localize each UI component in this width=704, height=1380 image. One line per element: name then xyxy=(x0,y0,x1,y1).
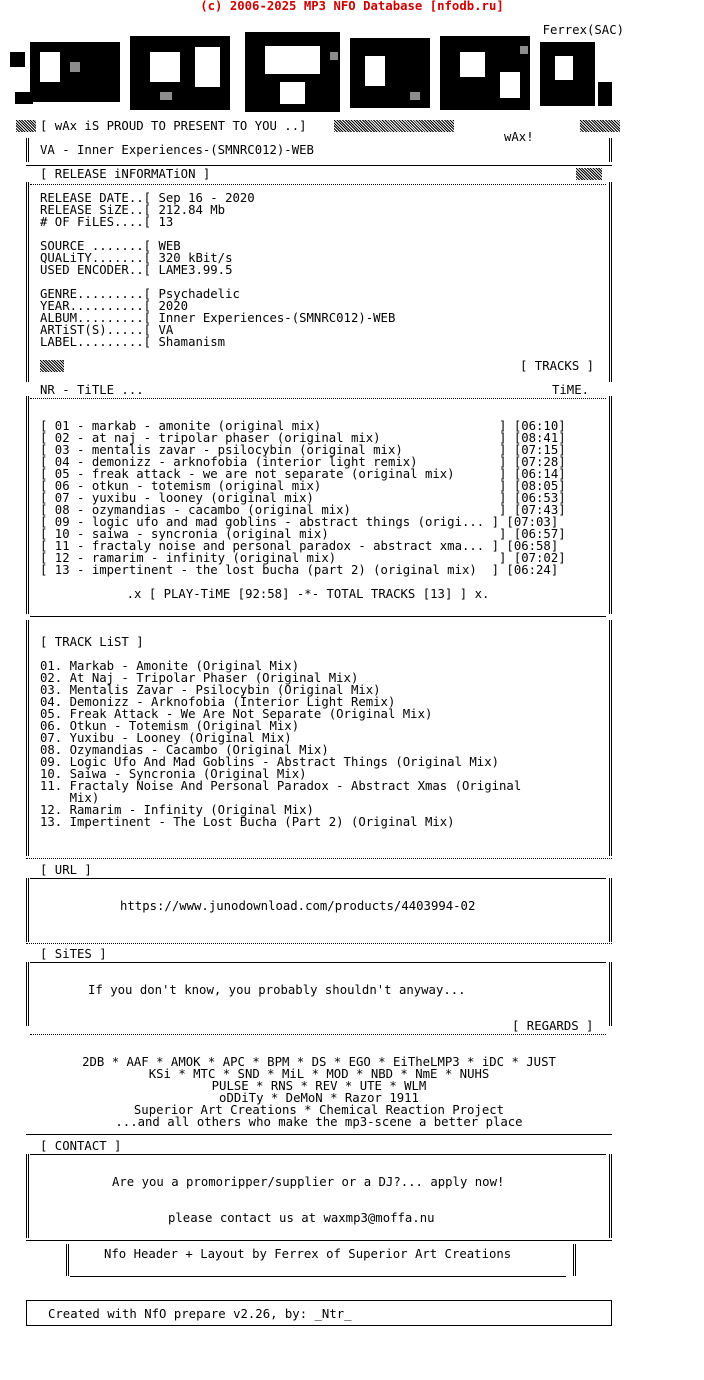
release-info-row: GENRE.........[ Psychadelic xyxy=(40,287,240,301)
regards-line: oDDiTy * DeMoN * Razor 1911 xyxy=(219,1091,419,1105)
release-info-row: QUALiTY.......[ 320 kBit/s xyxy=(40,251,233,265)
track-list-item: 01. Markab - Amonite (Original Mix) xyxy=(40,659,300,673)
contact-box xyxy=(26,1154,612,1238)
regards-heading: [ REGARDS ] xyxy=(512,1019,594,1033)
track-list-item: 02. At Naj - Tripolar Phaser (Original Mix) xyxy=(40,671,359,685)
track-row: [ 04 - demonizz - arknofobia (interior light remix) ] [07:28] xyxy=(40,455,566,469)
url-heading: [ URL ] xyxy=(40,863,92,877)
divider xyxy=(30,398,606,399)
sites-heading: [ SiTES ] xyxy=(40,947,107,961)
contact-heading: [ CONTACT ] xyxy=(40,1139,122,1153)
contact-line-email: please contact us at waxmp3@moffa.nu xyxy=(168,1211,435,1225)
track-list-item: 07. Yuxibu - Looney (Original Mix) xyxy=(40,731,292,745)
release-info-list xyxy=(40,192,395,348)
release-name: VA - Inner Experiences-(SMNRC012)-WEB xyxy=(40,143,314,157)
track-list-item: 13. Impertinent - The Lost Bucha (Part 2) (Original Mix) xyxy=(40,815,455,829)
tracks-total: .x [ PLAY-TiME [92:58] -*- TOTAL TRACKS [13] ] x. xyxy=(126,587,490,601)
divider xyxy=(26,1240,612,1241)
track-row: [ 10 - saiwa - syncronia (original mix) ] [06:57] xyxy=(40,527,566,541)
divider xyxy=(30,1034,606,1035)
track-row: [ 13 - impertinent - the lost bucha (part 2) (original mix) ] [06:24] xyxy=(40,563,559,577)
divider xyxy=(26,943,612,944)
release-info-row: ARTiST(S).....[ VA xyxy=(40,323,174,337)
wax-tag: wAx! xyxy=(504,130,534,144)
track-row: [ 02 - at naj - tripolar phaser (original mix) ] [08:41] xyxy=(40,431,566,445)
track-list-heading: [ TRACK LiST ] xyxy=(40,635,144,649)
intro-text: [ wAx iS PROUD TO PRESENT TO YOU ..] xyxy=(40,119,307,133)
track-list-item: 09. Logic Ufo And Mad Goblins - Abstract Things (Original Mix) xyxy=(40,755,500,769)
regards-line: Superior Art Creations * Chemical Reaction Project xyxy=(133,1103,505,1117)
regards-list xyxy=(26,1056,612,1128)
layout-credits: Nfo Header + Layout by Ferrex of Superior Art Creations xyxy=(104,1247,512,1261)
track-list-item: 05. Freak Attack - We Are Not Separate (Original Mix) xyxy=(40,707,433,721)
regards-line: ...and all others who make the mp3-scene a better place xyxy=(115,1115,523,1129)
divider xyxy=(26,165,612,166)
track-list-item: 04. Demonizz - Arknofobia (Interior Light Remix) xyxy=(40,695,396,709)
divider xyxy=(30,1154,606,1155)
track-row: [ 07 - yuxibu - looney (original mix) ] [06:53] xyxy=(40,491,566,505)
tracks-col-title: NR - TiTLE ... xyxy=(40,383,144,397)
release-info-heading: [ RELEASE iNFORMATiON ] xyxy=(40,167,211,181)
shade-block xyxy=(40,360,64,372)
shade-block xyxy=(334,120,454,132)
track-list-item: 10. Saiwa - Syncronia (Original Mix) xyxy=(40,767,307,781)
track-list-item: 12. Ramarim - Infinity (Original Mix) xyxy=(40,803,314,817)
shade-block xyxy=(576,168,602,180)
nfodb-header-link[interactable]: (c) 2006-2025 MP3 NFO Database [nfodb.ru] xyxy=(200,0,504,13)
release-info-row: YEAR..........[ 2020 xyxy=(40,299,189,313)
regards-line: PULSE * RNS * REV * UTE * WLM xyxy=(211,1079,427,1093)
tracks-heading: [ TRACKS ] xyxy=(520,359,595,373)
release-info-row: SOURCE .......[ WEB xyxy=(40,239,181,253)
track-row: [ 08 - ozymandias - cacambo (original mix) ] [07:43] xyxy=(40,503,566,517)
track-row: [ 09 - logic ufo and mad goblins - abstract things (origi... ] [07:03] xyxy=(40,515,559,529)
divider xyxy=(30,878,606,879)
divider xyxy=(30,962,606,963)
shade-block xyxy=(16,120,36,132)
ascii-signature: Ferrex(SAC) xyxy=(542,23,624,37)
wax-ascii-logo xyxy=(10,32,614,116)
release-info-row: LABEL.........[ Shamanism xyxy=(40,335,226,349)
track-row: [ 05 - freak attack - we are not separate (original mix) ] [06:14] xyxy=(40,467,566,481)
track-row: [ 11 - fractaly noise and personal paradox - abstract xma... ] [06:58] xyxy=(40,539,559,553)
contact-line-apply: Are you a promoripper/supplier or a DJ?... apply now! xyxy=(112,1175,505,1189)
track-row: [ 06 - otkun - totemism (original mix) ] [08:05] xyxy=(40,479,566,493)
track-list-item: 06. Otkun - Totemism (Original Mix) xyxy=(40,719,300,733)
divider xyxy=(26,1134,612,1135)
divider xyxy=(26,858,612,859)
footer-created-with: Created with NfO prepare v2.26, by: _Ntr_ xyxy=(48,1307,352,1321)
release-info-row: RELEASE DATE..[ Sep 16 - 2020 xyxy=(40,191,255,205)
shade-block xyxy=(580,120,620,132)
track-list-item: 03. Mentalis Zavar - Psilocybin (Original Mix) xyxy=(40,683,381,697)
track-row: [ 12 - ramarim - infinity (original mix) ] [07:02] xyxy=(40,551,566,565)
release-info-row: # OF FiLES....[ 13 xyxy=(40,215,174,229)
track-row: [ 03 - mentalis zavar - psilocybin (original mix) ] [07:15] xyxy=(40,443,566,457)
regards-line: KSi * MTC * SND * MiL * MOD * NBD * NmE * NUHS xyxy=(148,1067,490,1081)
sites-text: If you don't know, you probably shouldn't anyway... xyxy=(88,983,466,997)
track-list-item: Mix) xyxy=(40,791,100,805)
track-list-item: 11. Fractaly Noise And Personal Paradox - Abstract Xmas (Original xyxy=(40,779,522,793)
release-info-row: RELEASE SiZE..[ 212.84 Mb xyxy=(40,203,226,217)
release-info-row: ALBUM.........[ Inner Experiences-(SMNRC012)-WEB xyxy=(40,311,396,325)
tracks-col-time: TiME. xyxy=(552,383,590,397)
divider xyxy=(30,616,606,617)
divider xyxy=(30,184,606,185)
divider xyxy=(70,1276,566,1277)
track-row: [ 01 - markab - amonite (original mix) ] [06:10] xyxy=(40,419,566,433)
release-info-row: USED ENCODER..[ LAME3.99.5 xyxy=(40,263,233,277)
release-url-link[interactable]: https://www.junodownload.com/products/4403994-02 xyxy=(120,899,476,913)
regards-line: 2DB * AAF * AMOK * APC * BPM * DS * EGO * EiTheLMP3 * iDC * JUST xyxy=(82,1055,556,1069)
track-list xyxy=(40,660,521,828)
tracks-table xyxy=(40,420,566,576)
track-list-item: 08. Ozymandias - Cacambo (Original Mix) xyxy=(40,743,329,757)
